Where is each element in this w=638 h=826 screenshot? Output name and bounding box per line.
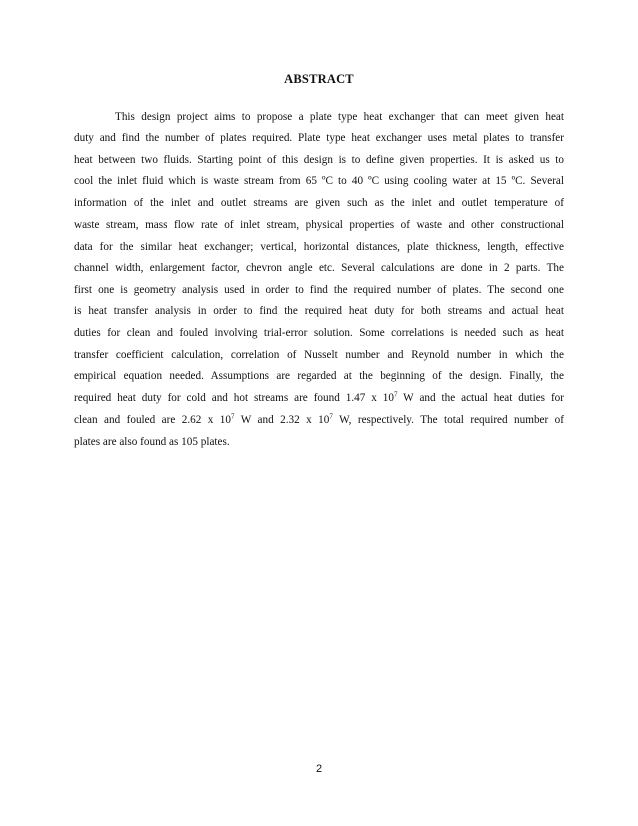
paragraph-line: channel width, enlargement factor, chevron angle etc. Several calculations are done in 2 parts. The xyxy=(74,262,564,274)
paragraph-line: heat between two fluids. Starting point of this design is to define given properties. It is asked us to xyxy=(74,154,564,166)
line-text: W, respectively. The total required number of xyxy=(332,414,564,426)
paragraph-line: first one is geometry analysis used in order to find the required number of plates. The second one xyxy=(74,284,564,296)
paragraph-line: is heat transfer analysis in order to find the required heat duty for both streams and actual heat xyxy=(74,305,564,317)
paragraph-line: information of the inlet and outlet streams are given such as the inlet and outlet temperature of xyxy=(74,197,564,209)
line-text: W and the actual heat duties for xyxy=(397,392,564,404)
page-number: 2 xyxy=(315,763,323,775)
paragraph-line-actual-duties xyxy=(74,413,564,427)
paragraph-line: duties for clean and fouled involving trial-error solution. Some correlations is needed such as heat xyxy=(74,327,564,339)
exponent: 7 xyxy=(230,412,235,421)
paragraph-line: cool the inlet fluid which is waste stream from 65 ºC to 40 ºC using cooling water at 15 ºC. Several xyxy=(74,175,564,187)
exponent: 7 xyxy=(329,412,333,421)
paragraph-last-line: plates are also found as 105 plates. xyxy=(74,436,230,448)
paragraph-line: waste stream, mass flow rate of inlet stream, physical properties of waste and other constructional xyxy=(74,219,564,231)
paragraph-line: This design project aims to propose a plate type heat exchanger that can meet given heat xyxy=(115,111,564,123)
exponent: 7 xyxy=(393,390,398,399)
line-text: required heat duty for cold and hot streams are found 1.47 x 10 xyxy=(74,392,394,404)
paragraph-line: transfer coefficient calculation, correlation of Nusselt number and Reynold number in which the xyxy=(74,349,564,361)
paragraph-line-heat-duty xyxy=(74,391,564,405)
line-text: clean and fouled are 2.62 x 10 xyxy=(74,414,231,426)
abstract-title: ABSTRACT xyxy=(284,72,354,86)
line-text: W and 2.32 x 10 xyxy=(234,414,330,426)
paragraph-line: empirical equation needed. Assumptions are regarded at the beginning of the design. Finally, the xyxy=(74,370,564,382)
paragraph-line: duty and find the number of plates required. Plate type heat exchanger uses metal plates to transfer xyxy=(74,132,564,144)
paragraph-line: data for the similar heat exchanger; vertical, horizontal distances, plate thickness, length, effective xyxy=(74,241,564,253)
